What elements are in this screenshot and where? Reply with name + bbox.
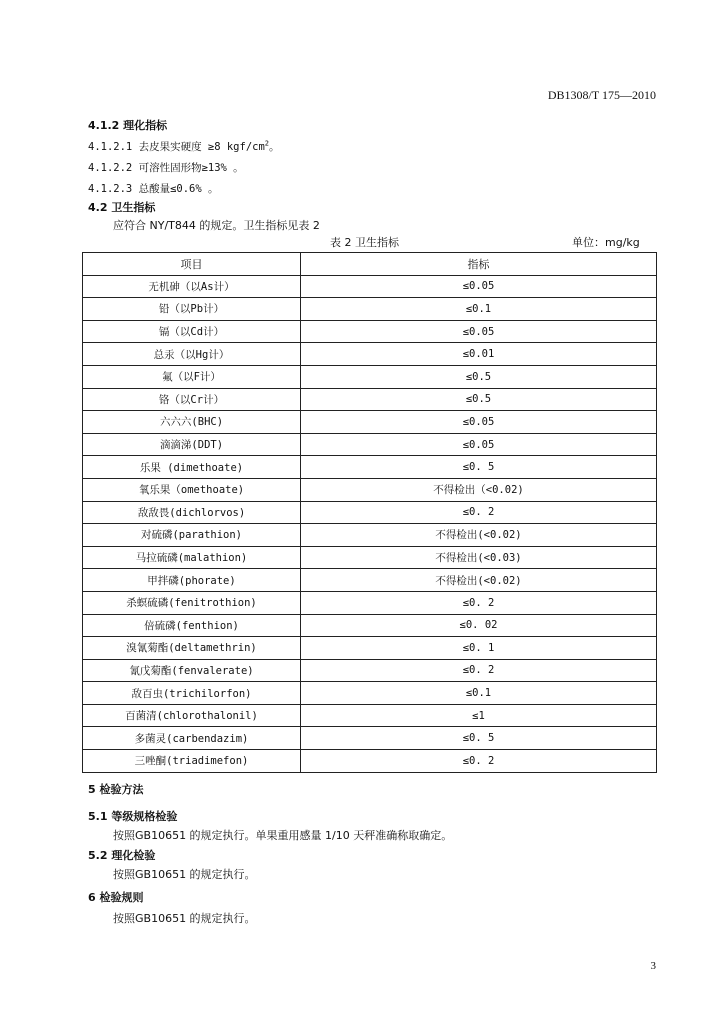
item-cell: 乐果 (dimethoate) (83, 456, 301, 479)
item-cell: 对硫磷(parathion) (83, 524, 301, 547)
item-cell: 滴滴涕(DDT) (83, 433, 301, 456)
table-unit: 单位：mg/kg (572, 236, 640, 249)
limit-cell: ≤0.05 (301, 320, 657, 343)
table-row (83, 388, 657, 411)
table-caption: 表 2 卫生指标 (330, 236, 399, 249)
limit-cell: ≤0. 2 (301, 501, 657, 524)
table-row (83, 365, 657, 388)
table-row (83, 478, 657, 501)
limit-cell: ≤0.05 (301, 411, 657, 434)
clause-4-1-2-1-end: 。 (269, 141, 280, 153)
limit-cell: ≤0. 5 (301, 456, 657, 479)
superscript-2: 2 (264, 139, 270, 148)
page-number: 3 (650, 960, 656, 972)
limit-cell: ≤0.01 (301, 343, 657, 366)
paragraph-5-1: 按照GB10651 的规定执行。单果重用感量 1/10 天秤准确称取确定。 (113, 829, 453, 842)
table-row (83, 659, 657, 682)
table-row (83, 343, 657, 366)
item-cell: 六六六(BHC) (83, 411, 301, 434)
limit-cell: ≤0. 2 (301, 750, 657, 773)
paragraph-6: 按照GB10651 的规定执行。 (113, 912, 256, 925)
table-row (83, 275, 657, 298)
heading-6: 6 检验规则 (88, 891, 144, 904)
limit-cell: 不得检出（<0.02) (301, 478, 657, 501)
table-row (83, 433, 657, 456)
limit-cell: ≤0.05 (301, 433, 657, 456)
clause-4-1-2-3: 4.1.2.3 总酸量≤0.6% 。 (88, 183, 219, 195)
item-cell: 氰戊菊酯(fenvalerate) (83, 659, 301, 682)
limit-cell: 不得检出(<0.02) (301, 524, 657, 547)
item-cell: 铬（以Cr计） (83, 388, 301, 411)
limit-cell: ≤1 (301, 704, 657, 727)
table-row (83, 524, 657, 547)
heading-4-1-2: 4.1.2 理化指标 (88, 119, 168, 132)
column-header-item: 项目 (83, 253, 301, 276)
item-cell: 杀螟硫磷(fenitrothion) (83, 591, 301, 614)
table-row (83, 750, 657, 773)
table-row (83, 614, 657, 637)
limit-cell: 不得检出(<0.02) (301, 569, 657, 592)
clause-4-1-2-2: 4.1.2.2 可溶性固形物≥13% 。 (88, 162, 244, 174)
table-row (83, 320, 657, 343)
limit-cell: ≤0. 2 (301, 659, 657, 682)
hygiene-index-table (82, 252, 657, 773)
item-cell: 敌百虫(trichilorfon) (83, 682, 301, 705)
limit-cell: ≤0.1 (301, 682, 657, 705)
item-cell: 百菌清(chlorothalonil) (83, 704, 301, 727)
item-cell: 铅（以Pb计） (83, 298, 301, 321)
table-row (83, 298, 657, 321)
table-row (83, 456, 657, 479)
limit-cell: ≤0. 02 (301, 614, 657, 637)
table-row (83, 591, 657, 614)
item-cell: 甲拌磷(phorate) (83, 569, 301, 592)
item-cell: 多菌灵(carbendazim) (83, 727, 301, 750)
item-cell: 镉（以Cd计） (83, 320, 301, 343)
table-row (83, 637, 657, 660)
limit-cell: ≤0.1 (301, 298, 657, 321)
table-row (83, 569, 657, 592)
item-cell: 无机砷（以As计） (83, 275, 301, 298)
table-row (83, 682, 657, 705)
table-row (83, 704, 657, 727)
heading-5-2: 5.2 理化检验 (88, 849, 156, 862)
limit-cell: ≤0.05 (301, 275, 657, 298)
table-row (83, 727, 657, 750)
item-cell: 敌敌畏(dichlorvos) (83, 501, 301, 524)
item-cell: 总汞（以Hg计） (83, 343, 301, 366)
column-header-index: 指标 (301, 253, 657, 276)
paragraph-5-2: 按照GB10651 的规定执行。 (113, 868, 256, 881)
table-row (83, 546, 657, 569)
item-cell: 三唑酮(triadimefon) (83, 750, 301, 773)
limit-cell: ≤0.5 (301, 365, 657, 388)
paragraph-4-2: 应符合 NY/T844 的规定。卫生指标见表 2 (113, 219, 320, 232)
clause-4-1-2-1-text: 4.1.2.1 去皮果实硬度 ≥8 kgf/cm (88, 141, 265, 153)
item-cell: 马拉硫磷(malathion) (83, 546, 301, 569)
table-header-row (83, 253, 657, 276)
item-cell: 倍硫磷(fenthion) (83, 614, 301, 637)
limit-cell: ≤0. 2 (301, 591, 657, 614)
heading-5-1: 5.1 等级规格检验 (88, 810, 178, 823)
limit-cell: ≤0. 5 (301, 727, 657, 750)
document-code: DB1308/T 175—2010 (547, 88, 656, 102)
table-row (83, 501, 657, 524)
heading-4-2: 4.2 卫生指标 (88, 201, 156, 214)
item-cell: 溴氰菊酯(deltamethrin) (83, 637, 301, 660)
clause-4-1-2-1 (88, 139, 280, 154)
item-cell: 氟（以F计） (83, 365, 301, 388)
limit-cell: ≤0. 1 (301, 637, 657, 660)
limit-cell: 不得检出(<0.03) (301, 546, 657, 569)
item-cell: 氧乐果（omethoate) (83, 478, 301, 501)
table-row (83, 411, 657, 434)
limit-cell: ≤0.5 (301, 388, 657, 411)
heading-5: 5 检验方法 (88, 783, 144, 796)
